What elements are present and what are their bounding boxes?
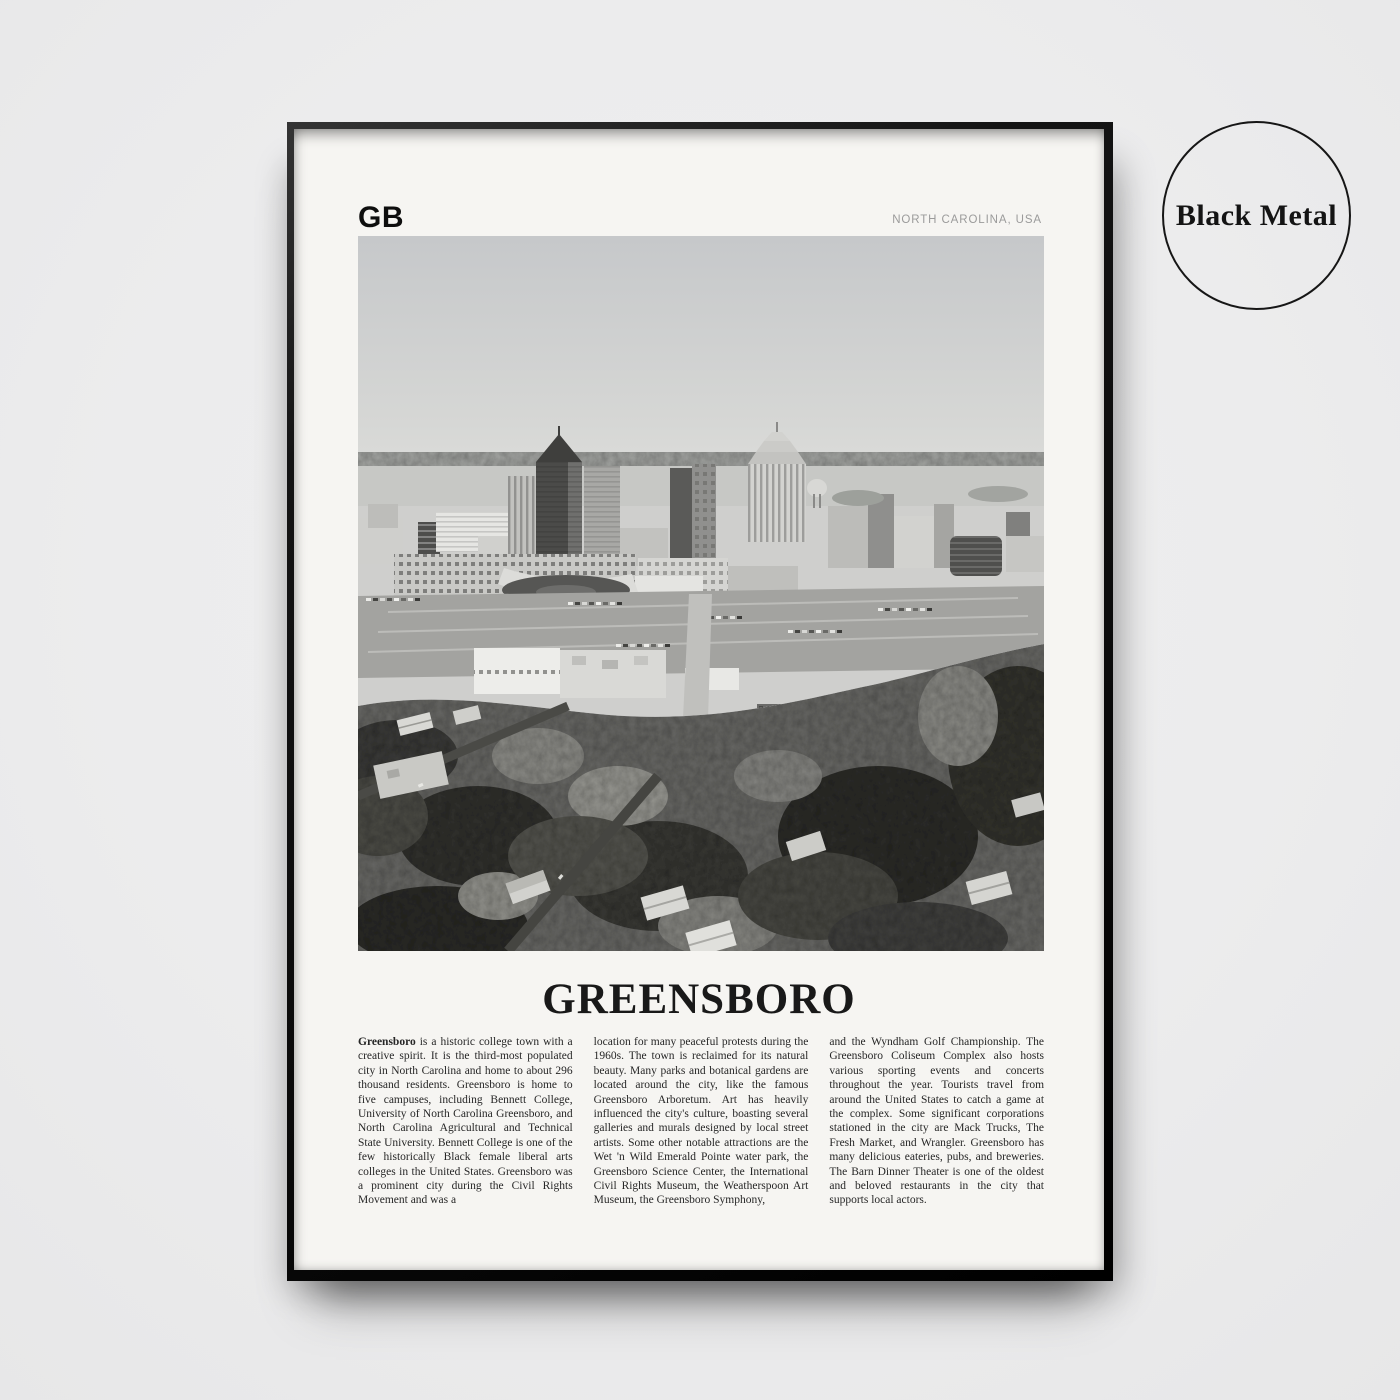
body-column-3-text: and the Wyndham Golf Championship. The Greensboro Coliseum Complex also hosts various sporting events and concerts throughout the year. Tourists travel from around the United States to catch a game at the complex. Some significant corporations stationed in the city are Mack Trucks, The Fresh Market, and Wrangler. Greensboro has many delicious eateries, pubs, and breweries. The Barn Dinner Theater is one of the oldest and beloved restaurants in the city that supports local actors. — [829, 1036, 1045, 1207]
body-lead-word: Greensboro — [358, 1036, 416, 1048]
poster-frame — [287, 122, 1113, 1281]
body-column-3 — [829, 1035, 1044, 1208]
poster-photo — [358, 236, 1044, 951]
cityscape-illustration — [358, 236, 1044, 951]
body-column-1 — [358, 1035, 573, 1208]
poster-region-label: NORTH CAROLINA, USA — [892, 214, 1042, 226]
poster-body — [358, 1035, 1044, 1208]
body-column-2 — [594, 1035, 809, 1208]
body-column-2-text: location for many peaceful protests during the 1960s. The town is reclaimed for its natural beauty. Many parks and botanical gardens are located around the city, like the famous Greensboro Arboretum. Art has heavily influenced the city's culture, boasting several galleries and murals designed by local street artists. Some other notable attractions are the Wet 'n Wild Emerald Pointe water park, the Greensboro Science Center, the International Civil Rights Museum, the Weatherspoon Art Museum, the Greensboro Symphony, — [593, 1036, 809, 1207]
poster-title: GREENSBORO — [542, 976, 856, 1023]
body-column-1-text: is a historic college town with a creative spirit. It is the third-most populated city in North Carolina and home to about 296 thousand residents. Greensboro is home to five campuses, including Bennett College, University of North Carolina Greensboro, and North Carolina Agricultural and Technical State University. Bennett College is one of the few historically Black female liberal arts colleges in the United States. Greensboro was a prominent city during the Civil Rights Movement and was a — [358, 1036, 573, 1207]
frame-variant-label: Black Metal — [1175, 198, 1338, 232]
poster-paper — [294, 129, 1104, 1270]
poster-code: GB — [358, 201, 404, 234]
frame-variant-swatch — [1162, 121, 1351, 310]
